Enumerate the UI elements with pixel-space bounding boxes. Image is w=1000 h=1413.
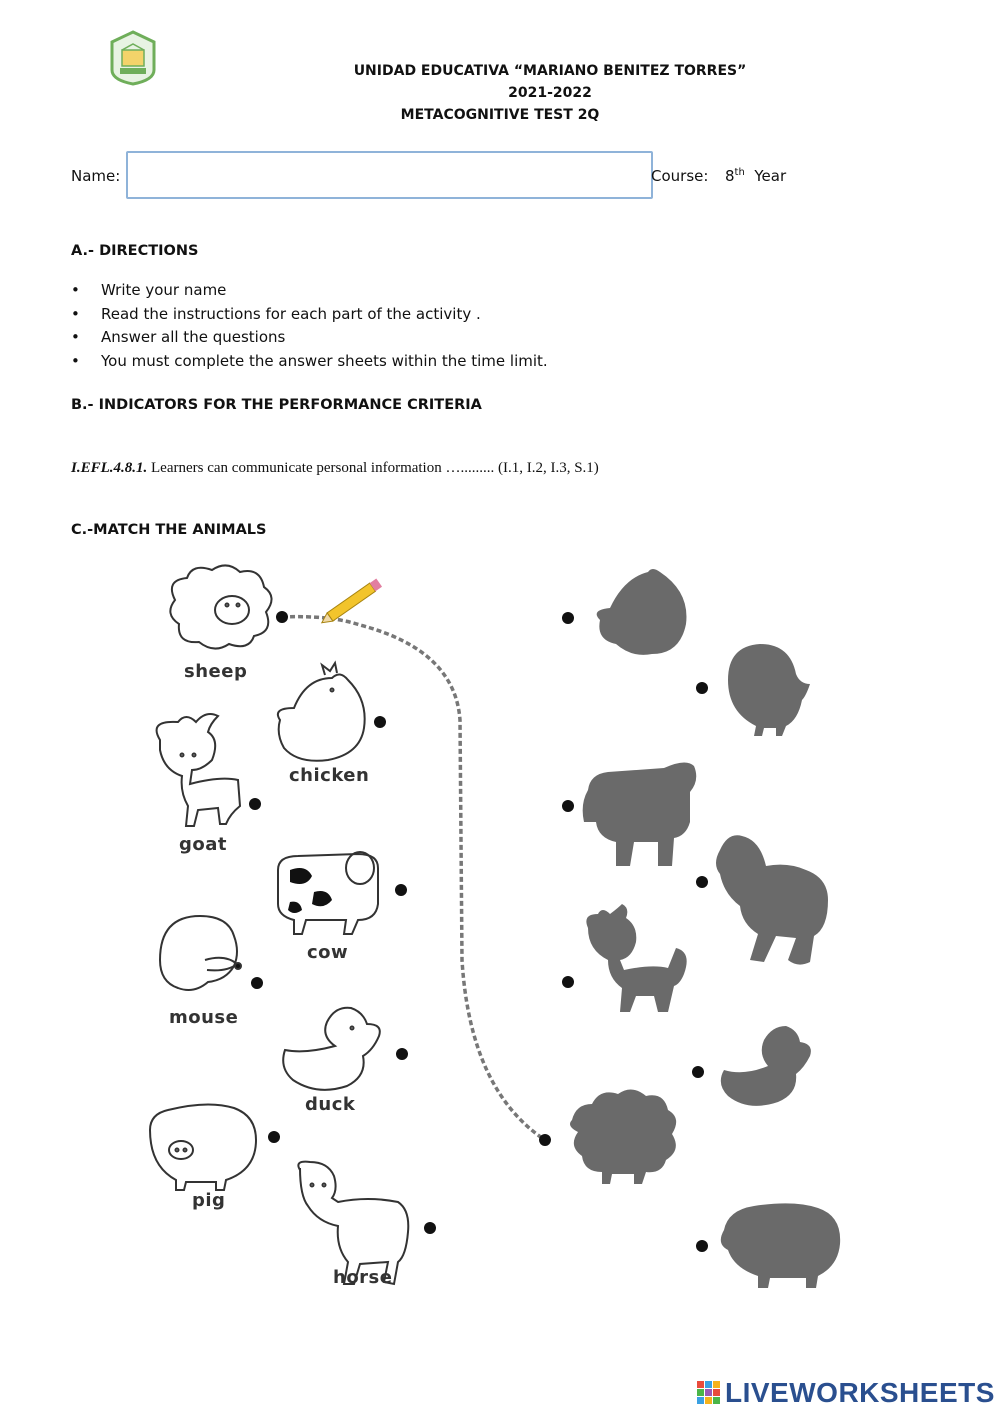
direction-item: • You must complete the answer sheets within the time limit. bbox=[101, 352, 548, 370]
goat-shadow bbox=[586, 904, 686, 1012]
course-word: Year bbox=[754, 167, 787, 185]
label-chicken: chicken bbox=[289, 765, 370, 786]
pencil-icon bbox=[319, 578, 382, 626]
pig-drawing bbox=[150, 1104, 256, 1190]
direction-item: • Read the instructions for each part of the activity . bbox=[101, 305, 481, 323]
directions-title: A.- DIRECTIONS bbox=[71, 243, 199, 259]
indicator-code: I.EFL.4.8.1. bbox=[71, 460, 148, 476]
label-pig: pig bbox=[192, 1190, 226, 1211]
duck-drawing bbox=[283, 1008, 380, 1090]
label-horse: horse bbox=[333, 1267, 393, 1288]
course-number: 8 bbox=[725, 167, 735, 185]
test-title: METACOGNITIVE TEST 2Q bbox=[400, 107, 600, 123]
pig-shadow bbox=[721, 1203, 840, 1288]
label-duck: duck bbox=[305, 1094, 356, 1115]
goat-drawing bbox=[157, 714, 240, 826]
brand-text: LIVEWORKSHEETS bbox=[725, 1377, 995, 1408]
direction-item: • Answer all the questions bbox=[101, 328, 285, 346]
indicators-title: B.- INDICATORS FOR THE PERFORMANCE CRITERIA bbox=[71, 397, 482, 413]
label-mouse: mouse bbox=[169, 1007, 239, 1028]
liveworksheets-logo bbox=[696, 1376, 995, 1410]
match-title: C.-MATCH THE ANIMALS bbox=[71, 522, 267, 538]
connector-dot-shadow-chicken[interactable] bbox=[562, 612, 574, 624]
indicator-description: Learners can communicate personal information …......... (I.1, I.2, I.3, S.1) bbox=[147, 460, 599, 476]
course-ordinal: th bbox=[734, 167, 745, 178]
connector-dot-shadow-cow[interactable] bbox=[562, 800, 574, 812]
school-name: UNIDAD EDUCATIVA “MARIANO BENITEZ TORRES” bbox=[353, 63, 747, 79]
connector-dot-pig[interactable] bbox=[268, 1131, 280, 1143]
duck-shadow bbox=[721, 1026, 811, 1106]
connector-dot-shadow-horse[interactable] bbox=[696, 876, 708, 888]
connector-dot-shadow-sheep[interactable] bbox=[539, 1134, 551, 1146]
connector-dot-cow[interactable] bbox=[395, 884, 407, 896]
chicken-drawing bbox=[278, 663, 365, 761]
cow-drawing bbox=[278, 852, 378, 934]
horse-drawing bbox=[298, 1162, 408, 1284]
label-goat: goat bbox=[179, 834, 228, 855]
course-label: Course: bbox=[651, 167, 709, 185]
school-years: 2021-2022 bbox=[508, 85, 592, 101]
connector-dot-goat[interactable] bbox=[249, 798, 261, 810]
connector-dot-duck[interactable] bbox=[396, 1048, 408, 1060]
horse-shadow bbox=[716, 835, 828, 964]
name-label: Name: bbox=[71, 167, 121, 185]
label-sheep: sheep bbox=[184, 661, 248, 682]
bird-shadow bbox=[728, 644, 810, 736]
mouse-drawing bbox=[160, 916, 241, 990]
label-cow: cow bbox=[307, 942, 349, 963]
connector-dot-sheep[interactable] bbox=[276, 611, 288, 623]
chicken-shadow bbox=[597, 569, 687, 655]
connector-dot-chicken[interactable] bbox=[374, 716, 386, 728]
sheep-shadow bbox=[570, 1089, 676, 1184]
connector-dot-mouse[interactable] bbox=[251, 977, 263, 989]
liveworksheets-icon bbox=[696, 1379, 722, 1407]
example-match-line bbox=[282, 617, 545, 1140]
connector-dot-horse[interactable] bbox=[424, 1222, 436, 1234]
connector-dot-shadow-goat[interactable] bbox=[562, 976, 574, 988]
connector-dot-shadow-pig[interactable] bbox=[696, 1240, 708, 1252]
sheep-drawing bbox=[170, 565, 271, 648]
connector-dot-shadow-bird[interactable] bbox=[696, 682, 708, 694]
connector-dot-shadow-duck[interactable] bbox=[692, 1066, 704, 1078]
cow-shadow bbox=[583, 762, 697, 866]
direction-item: • Write your name bbox=[101, 281, 226, 299]
